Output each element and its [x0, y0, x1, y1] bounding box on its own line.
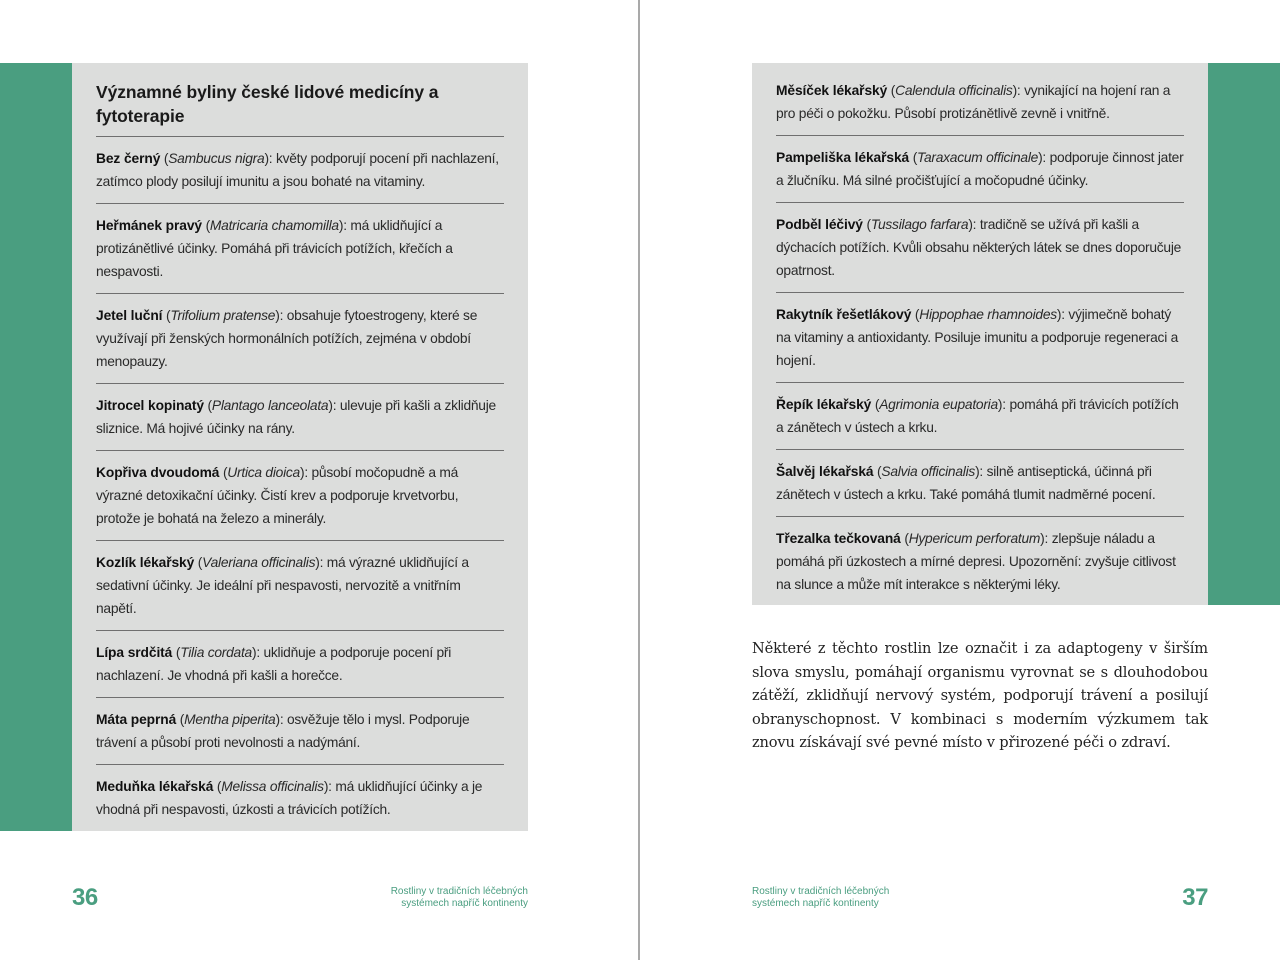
herb-list-right: [776, 77, 1184, 606]
punctuation: ):: [323, 779, 336, 794]
punctuation: (: [172, 645, 181, 660]
punctuation: (: [900, 531, 909, 546]
running-footer-right: [752, 886, 992, 910]
herb-entry: [776, 202, 1184, 292]
herb-entry: [776, 516, 1184, 606]
herb-name: Rakytník řešetlákový: [776, 307, 912, 322]
herb-name: Kopřiva dvoudomá: [96, 465, 220, 480]
herb-description: pomáhá při trávicích potížích a zánětech v ústech a krku.: [776, 397, 1179, 435]
herb-name: Kozlík lékařský: [96, 555, 195, 570]
herb-entry: [96, 764, 504, 831]
herb-name: Bez černý: [96, 151, 161, 166]
footer-line-1: Rostliny v tradičních léčebných: [390, 886, 528, 897]
herb-entry: [776, 449, 1184, 516]
herb-description: uklidňuje a podporuje pocení při nachlazení. Je vhodná při kašli a horečce.: [96, 645, 452, 683]
herb-entry: [96, 383, 504, 450]
herb-entry: [96, 203, 504, 293]
herb-latin-name: Sambucus nigra: [168, 151, 265, 166]
herb-description: má uklidňující a protizánětlivé účinky. Pomáhá při trávicích potížích, křečích a nespavosti.: [96, 218, 453, 279]
herb-name: Podběl léčivý: [776, 217, 863, 232]
herb-description: vynikající na hojení ran a pro péči o pokožku. Působí protizánětlivě zevně i vnitřně.: [776, 83, 1171, 121]
punctuation: ):: [315, 555, 327, 570]
herb-latin-name: Agrimonia eupatoria: [879, 397, 998, 412]
herb-name: Lípa srdčitá: [96, 645, 173, 660]
herb-description: výjimečně bohatý na vitaminy a antioxidanty. Posiluje imunitu a podporuje regeneraci a hojení.: [776, 307, 1179, 368]
herb-name: Jitrocel kopinatý: [96, 398, 204, 413]
punctuation: ):: [264, 151, 276, 166]
herb-description: tradičně se užívá při kašli a dýchacích potížích. Kvůli obsahu některých látek se dnes doporučuje opatrnost.: [776, 217, 1182, 278]
herb-entry: [776, 135, 1184, 202]
book-spine: [638, 0, 640, 960]
herb-description: osvěžuje tělo i mysl. Podporuje trávení a působí proti nevolnosti a nadýmání.: [96, 712, 470, 750]
herb-latin-name: Mentha piperita: [184, 712, 276, 727]
herb-name: Měsíček lékařský: [776, 83, 888, 98]
punctuation: ):: [1056, 307, 1069, 322]
herb-entry: [96, 450, 504, 540]
herb-entry: [96, 540, 504, 630]
punctuation: ):: [968, 217, 980, 232]
punctuation: ):: [299, 465, 312, 480]
right-accent-bar: [1208, 63, 1280, 605]
body-paragraph: Některé z těchto rostlin lze označit i za adaptogeny v širším slova smyslu, pomáhají organismu vyrovnat se s dlouhodobou zátěží, zklidňují nervový systém, podporují trávení a posilují obranyschopnost. V kombinaci s moderním výzkumem tak znovu získávají své pevné místo v přirozené péči o zdraví.: [752, 640, 1208, 751]
herb-latin-name: Taraxacum officinale: [917, 150, 1039, 165]
punctuation: (: [911, 307, 920, 322]
herb-description: květy podporují pocení při nachlazení, zatímco plody posilují imunitu a jsou bohaté na vitaminy.: [96, 151, 499, 189]
herb-description: ulevuje při kašli a zklidňuje sliznice. Má hojivé účinky na rány.: [96, 398, 496, 436]
herb-entry: [776, 292, 1184, 382]
box-title: Významné byliny české lidové medicíny a fytoterapie: [96, 82, 439, 126]
herb-name: Šalvěj lékařská: [776, 464, 874, 479]
herb-description: obsahuje fytoestrogeny, které se využívají při ženských hormonálních potížích, zejména v období menopauzy.: [96, 308, 478, 369]
herb-description: podporuje činnost jater a žlučníku. Má silné pročišťující a močopudné účinky.: [776, 150, 1184, 188]
punctuation: ):: [251, 645, 264, 660]
herb-latin-name: Melissa officinalis: [221, 779, 324, 794]
herb-name: Máta peprná: [96, 712, 177, 727]
herbs-sidebar-box-right: [752, 63, 1208, 605]
herb-name: Meduňka lékařská: [96, 779, 214, 794]
herb-latin-name: Calendula officinalis: [895, 83, 1013, 98]
herb-entry: [96, 630, 504, 697]
punctuation: (: [176, 712, 185, 727]
herb-latin-name: Urtica dioica: [227, 465, 300, 480]
punctuation: ):: [1038, 150, 1050, 165]
herb-latin-name: Tussilago farfara: [870, 217, 969, 232]
herb-latin-name: Matricaria chamomilla: [209, 218, 339, 233]
punctuation: (: [194, 555, 203, 570]
punctuation: ):: [275, 308, 287, 323]
punctuation: ):: [1012, 83, 1025, 98]
punctuation: (: [887, 83, 896, 98]
herb-name: Třezalka tečkovaná: [776, 531, 901, 546]
herb-latin-name: Hippophae rhamnoides: [919, 307, 1057, 322]
herb-entry: [96, 136, 504, 203]
herb-entry: [96, 697, 504, 764]
punctuation: ):: [275, 712, 287, 727]
footer-line-1: Rostliny v tradičních léčebných: [752, 886, 890, 897]
herb-latin-name: Tilia cordata: [180, 645, 252, 660]
footer-line-2: systémech napříč kontinenty: [401, 898, 528, 909]
punctuation: (: [909, 150, 918, 165]
punctuation: (: [219, 465, 228, 480]
footer-line-2: systémech napříč kontinenty: [752, 898, 879, 909]
herb-entry: [96, 293, 504, 383]
punctuation: (: [871, 397, 880, 412]
herb-latin-name: Trifolium pratense: [170, 308, 276, 323]
punctuation: ):: [328, 398, 340, 413]
herb-description: zlepšuje náladu a pomáhá při úzkostech a mírné depresi. Upozornění: zvyšuje citlivost na slunce a může mít interakce s některými léky.: [776, 531, 1176, 592]
herb-name: Heřmánek pravý: [96, 218, 202, 233]
herb-latin-name: Salvia officinalis: [881, 464, 976, 479]
punctuation: (: [862, 217, 871, 232]
punctuation: ):: [997, 397, 1010, 412]
herb-latin-name: Hypericum perforatum: [908, 531, 1041, 546]
herb-entry: [776, 382, 1184, 449]
left-accent-bar: [0, 63, 72, 831]
herbs-sidebar-box-left: [72, 63, 528, 831]
running-footer-left: [288, 886, 528, 910]
herb-latin-name: Plantago lanceolata: [211, 398, 329, 413]
punctuation: ):: [338, 218, 351, 233]
page-number-right: 37: [1182, 884, 1208, 911]
herb-description: má uklidňující účinky a je vhodná při nespavosti, úzkosti a trávicích potížích.: [96, 779, 483, 817]
herb-latin-name: Valeriana officinalis: [202, 555, 316, 570]
punctuation: (: [873, 464, 882, 479]
herb-description: silně antiseptická, účinná při zánětech v ústech a krku. Také pomáhá tlumit nadměrné pocení.: [776, 464, 1156, 502]
page-number-left: 36: [72, 884, 98, 911]
punctuation: (: [160, 151, 169, 166]
punctuation: (: [213, 779, 222, 794]
herb-name: Jetel luční: [96, 308, 163, 323]
herb-list-left: [96, 136, 504, 831]
herb-name: Pampeliška lékařská: [776, 150, 910, 165]
punctuation: (: [162, 308, 171, 323]
herb-description: má výrazné uklidňující a sedativní účinky. Je ideální při nespavosti, nervozitě a vnitřním napětí.: [96, 555, 469, 616]
punctuation: ):: [975, 464, 987, 479]
punctuation: (: [203, 398, 212, 413]
herb-name: Řepík lékařský: [776, 397, 872, 412]
herb-entry: [776, 77, 1184, 135]
punctuation: ):: [1040, 531, 1052, 546]
herb-description: působí močopudně a má výrazné detoxikační účinky. Čistí krev a podporuje krvetvorbu, protože je bohatá na železo a minerály.: [96, 465, 459, 526]
punctuation: (: [201, 218, 210, 233]
